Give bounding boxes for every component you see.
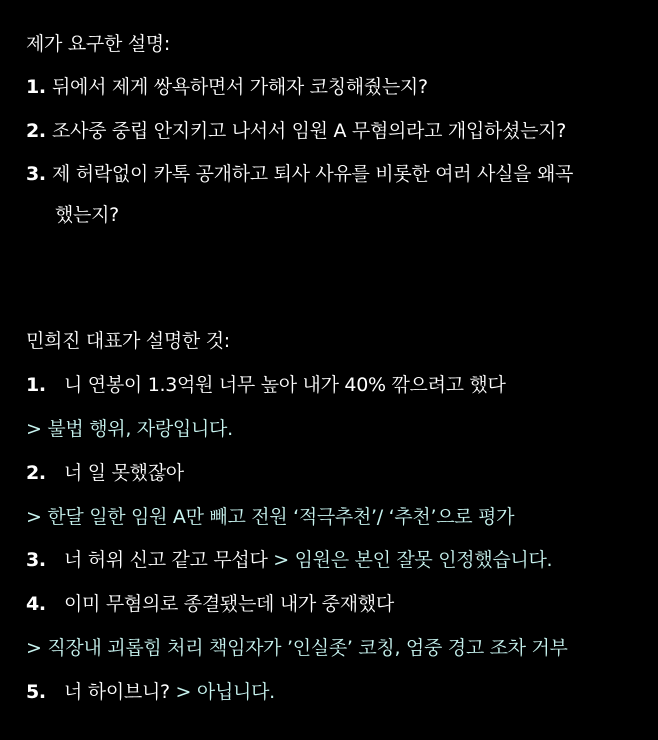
item-number: 3. xyxy=(26,549,46,571)
explained-item-3 xyxy=(26,549,552,571)
requested-item-3 xyxy=(26,163,573,185)
item-number: 2. xyxy=(26,120,46,142)
item-number: 3. xyxy=(26,163,46,185)
explained-item-2-reply: > 한달 일한 임원 A만 빼고 전원 ‘적극추천’/ ‘추천’으로 평가 xyxy=(26,506,515,528)
requested-item-2 xyxy=(26,120,566,142)
explained-item-2 xyxy=(26,462,184,484)
item-number: 1. xyxy=(26,374,46,396)
requested-heading: 제가 요구한 설명: xyxy=(26,33,170,55)
item-text: 너 하이브니? xyxy=(64,681,170,703)
item-number: 1. xyxy=(26,76,46,98)
item-reply: > 임원은 본인 잘못 인정했습니다. xyxy=(273,549,553,571)
item-text: 제 허락없이 카톡 공개하고 퇴사 사유를 비롯한 여러 사실을 왜곡 xyxy=(52,163,574,185)
item-number: 5. xyxy=(26,681,46,703)
item-number: 2. xyxy=(26,462,46,484)
item-text: 니 연봉이 1.3억원 너무 높아 내가 40% 깎으려고 했다 xyxy=(64,374,506,396)
item-text: 이미 무혐의로 종결됐는데 내가 중재했다 xyxy=(64,593,394,615)
requested-item-1 xyxy=(26,76,428,98)
explained-item-1-reply: > 불법 행위, 자랑입니다. xyxy=(26,418,233,440)
item-text: 뒤에서 제게 쌍욕하면서 가해자 코칭해줬는지? xyxy=(52,76,428,98)
item-number: 4. xyxy=(26,593,46,615)
explained-heading: 민희진 대표가 설명한 것: xyxy=(26,330,230,352)
item-text: 조사중 중립 안지키고 나서서 임원 A 무혐의라고 개입하셨는지? xyxy=(52,120,567,142)
item-text: 너 일 못했잖아 xyxy=(64,462,184,484)
requested-item-3-continuation: 했는지? xyxy=(55,204,119,226)
item-reply: > 아닙니다. xyxy=(175,681,275,703)
explained-item-4 xyxy=(26,593,394,615)
explained-item-1 xyxy=(26,374,506,396)
explained-item-4-reply: > 직장내 괴롭힘 처리 책임자가 ’인실좃’ 코칭, 엄중 경고 조차 거부 xyxy=(26,637,568,659)
item-text: 너 허위 신고 같고 무섭다 xyxy=(64,549,268,571)
explained-item-5 xyxy=(26,681,275,703)
